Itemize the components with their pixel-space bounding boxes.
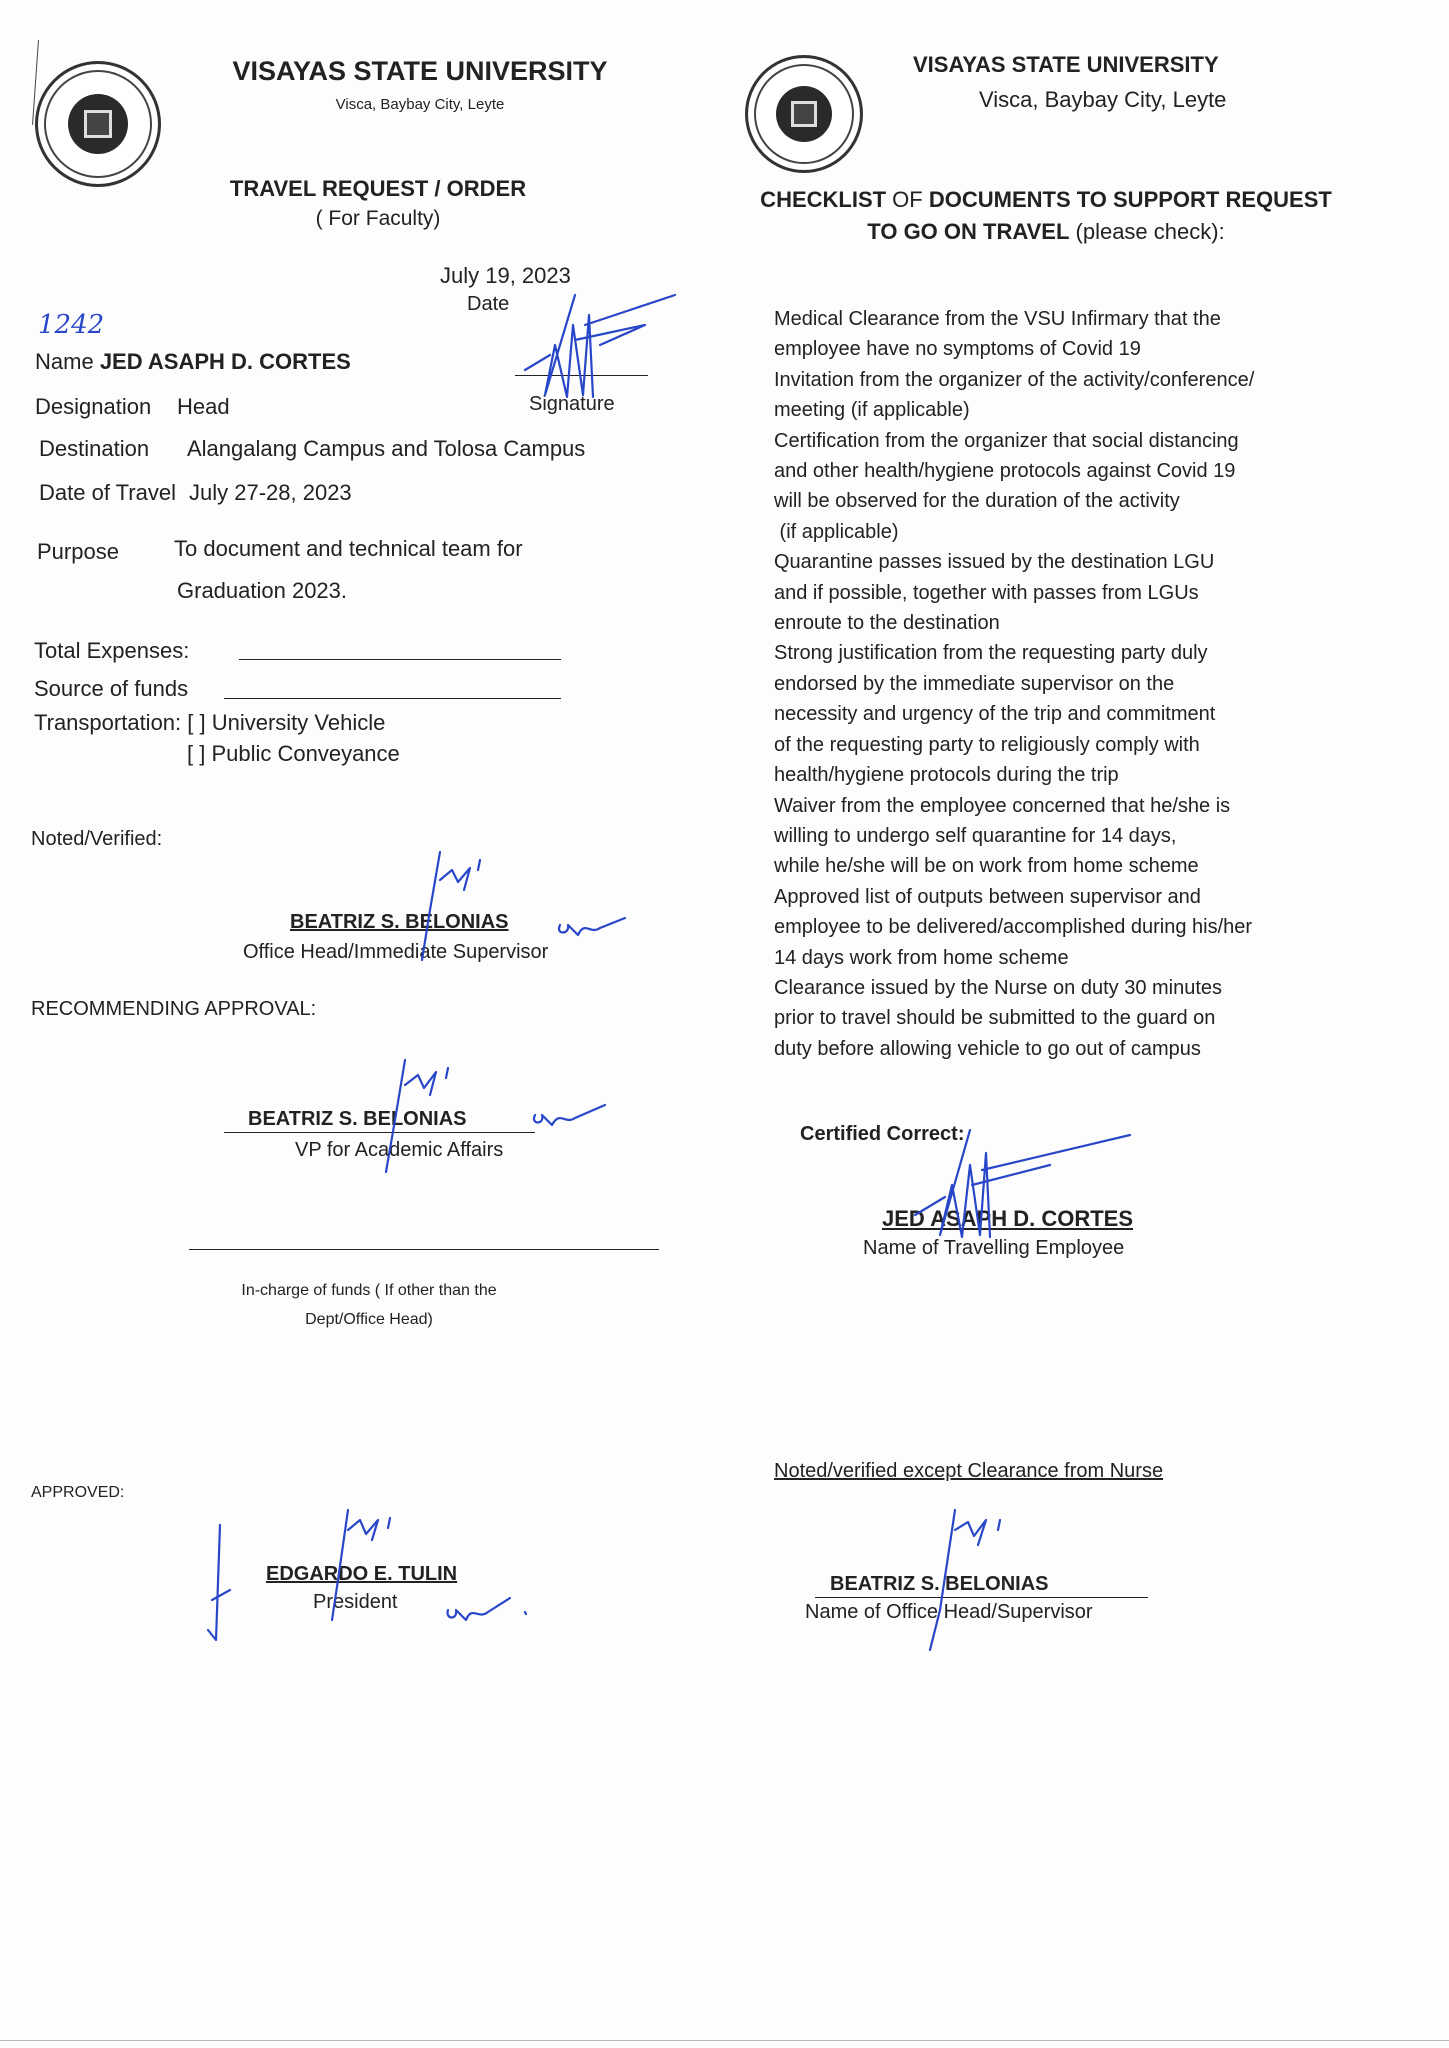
checklist-line: duty before allowing vehicle to go out of campus — [774, 1037, 1201, 1060]
name-label: Name — [35, 349, 94, 374]
checklist-line: and other health/hygiene protocols against Covid 19 — [774, 460, 1236, 483]
checklist-line: will be observed for the duration of the activity — [774, 490, 1180, 513]
checklist-line: 14 days work from home scheme — [774, 946, 1069, 969]
checklist-title-part: (please check): — [1069, 219, 1225, 244]
checklist-line: Medical Clearance from the VSU Infirmary that the — [774, 308, 1221, 330]
university-address: Visca, Baybay City, Leyte — [335, 96, 505, 113]
destination-value: Alangalang Campus and Tolosa Campus — [187, 436, 586, 461]
form-title: TRAVEL REQUEST / ORDER — [229, 176, 527, 201]
checklist-title-part: CHECKLIST — [760, 187, 887, 212]
approved-label: APPROVED: — [31, 1484, 125, 1501]
form-subtitle: ( For Faculty) — [315, 207, 441, 230]
recommending-name: BEATRIZ S. BELONIAS — [248, 1108, 467, 1130]
total-expenses-label: Total Expenses: — [34, 638, 190, 663]
noted-except-label: Noted/verified except Clearance from Nurse — [774, 1460, 1164, 1482]
approved-title: President — [313, 1591, 398, 1613]
checklist-line: necessity and urgency of the trip and commitment — [774, 703, 1216, 726]
transportation-public-conveyance: [ ] Public Conveyance — [187, 741, 400, 766]
in-charge-funds-line — [189, 1249, 659, 1250]
checklist-line: Quarantine passes issued by the destination LGU — [774, 551, 1215, 574]
designation-label: Designation — [35, 394, 152, 419]
travel-date-value: July 27-28, 2023 — [189, 480, 352, 505]
checklist-title-line-1 — [760, 189, 1332, 211]
checklist-title-line-2 — [867, 221, 1224, 243]
university-name: VISAYAS STATE UNIVERSITY — [232, 56, 608, 86]
checklist-line: willing to undergo self quarantine for 14 days, — [774, 824, 1177, 847]
checklist-line: health/hygiene protocols during the trip — [774, 764, 1119, 787]
recommending-label: RECOMMENDING APPROVAL: — [31, 998, 317, 1020]
employee-name: JED ASAPH D. CORTES — [882, 1206, 1134, 1231]
supervisor-title: Name of Office Head/Supervisor — [805, 1601, 1093, 1623]
source-of-funds-line — [224, 698, 561, 699]
recommending-signature — [350, 1040, 620, 1180]
checklist-line: of the requesting party to religiously comply with — [774, 733, 1200, 756]
noted-title: Office Head/Immediate Supervisor — [243, 941, 549, 963]
supervisor-name: BEATRIZ S. BELONIAS — [830, 1573, 1049, 1595]
checklist-line: and if possible, together with passes from LGUs — [774, 581, 1199, 604]
certified-label: Certified Correct: — [800, 1123, 965, 1145]
university-address-right: Visca, Baybay City, Leyte — [979, 87, 1227, 112]
checklist — [774, 304, 1254, 1064]
university-name-right: VISAYAS STATE UNIVERSITY — [913, 52, 1219, 77]
date-label: Date — [467, 293, 510, 315]
purpose-line-2: Graduation 2023. — [177, 578, 348, 603]
source-of-funds-label: Source of funds — [34, 676, 189, 701]
checklist-line: Invitation from the organizer of the activity/conference/ — [774, 368, 1255, 391]
checklist-line: Strong justification from the requesting party duly — [774, 642, 1208, 665]
checklist-line: endorsed by the immediate supervisor on the — [774, 672, 1175, 695]
employee-signature — [900, 1125, 1140, 1265]
checklist-line: Clearance issued by the Nurse on duty 30 minutes — [774, 976, 1223, 999]
total-expenses-line — [239, 659, 561, 660]
signature-label: Signature — [529, 393, 615, 415]
approved-signature — [200, 1490, 580, 1650]
noted-label: Noted/Verified: — [31, 828, 163, 850]
checklist-title-part: TO GO ON TRAVEL — [867, 219, 1070, 244]
travel-date-label: Date of Travel — [39, 480, 176, 505]
applicant-signature — [505, 285, 685, 425]
checklist-title-part: DOCUMENTS TO SUPPORT REQUEST — [928, 187, 1332, 212]
page-bottom-edge — [0, 2040, 1449, 2041]
supervisor-signature — [900, 1490, 1060, 1660]
recommending-title: VP for Academic Affairs — [295, 1139, 504, 1161]
designation-value: Head — [177, 394, 230, 419]
employee-title: Name of Travelling Employee — [863, 1237, 1125, 1259]
purpose-label: Purpose — [37, 539, 119, 564]
checklist-line: employee have no symptoms of Covid 19 — [774, 338, 1141, 361]
approved-name: EDGARDO E. TULIN — [266, 1563, 458, 1585]
checklist-line: employee to be delivered/accomplished during his/her — [774, 916, 1253, 939]
handwritten-number: 1242 — [38, 310, 105, 340]
checklist-line: while he/she will be on work from home scheme — [774, 855, 1199, 878]
name-field — [35, 351, 351, 373]
checklist-line: prior to travel should be submitted to the guard on — [774, 1007, 1216, 1030]
in-charge-funds-line-2: Dept/Office Head) — [305, 1311, 433, 1328]
purpose-line-1: To document and technical team for — [174, 536, 523, 561]
checklist-line: meeting (if applicable) — [774, 399, 970, 422]
university-seal-right — [745, 55, 863, 173]
in-charge-funds-line-1: In-charge of funds ( If other than the — [241, 1282, 497, 1299]
checklist-line: Certification from the organizer that social distancing — [774, 429, 1239, 452]
transportation-university-vehicle: Transportation: [ ] University Vehicle — [34, 710, 386, 735]
checklist-line: Approved list of outputs between supervisor and — [774, 885, 1201, 908]
noted-signature — [380, 840, 650, 980]
name-value: JED ASAPH D. CORTES — [99, 349, 351, 374]
checklist-line: (if applicable) — [774, 520, 899, 543]
university-seal-left — [35, 61, 161, 187]
destination-label: Destination — [39, 436, 150, 461]
checklist-title-part: OF — [886, 187, 929, 212]
noted-name: BEATRIZ S. BELONIAS — [290, 911, 509, 933]
checklist-line: enroute to the destination — [774, 612, 1000, 635]
request-date: July 19, 2023 — [440, 263, 571, 288]
checklist-line: Waiver from the employee concerned that he/she is — [774, 794, 1231, 817]
